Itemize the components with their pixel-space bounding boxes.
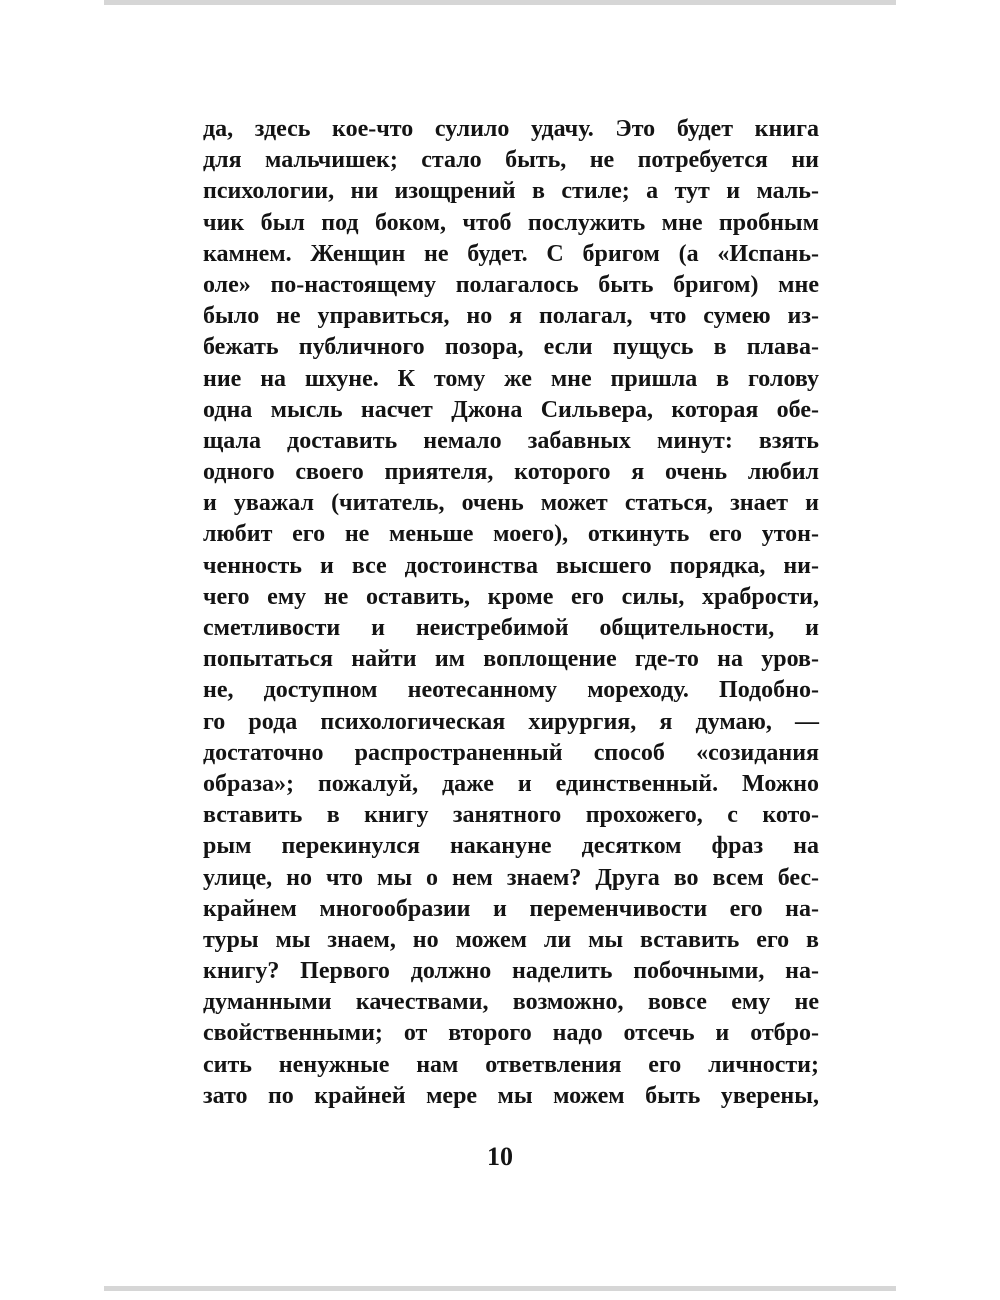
text-line: камнем. Женщин не будет. С бригом (а «Испань- — [203, 240, 819, 267]
text-line: го рода психологическая хирургия, я думаю, — — [203, 708, 819, 735]
text-line: одна мысль насчет Джона Сильвера, которая обе- — [203, 396, 819, 423]
text-line: сить ненужные нам ответвления его личности; — [203, 1051, 819, 1078]
text-line: не, доступном неотесанному мореходу. Подобно- — [203, 677, 819, 704]
text-line: ченность и все достоинства высшего порядка, ни- — [203, 552, 819, 579]
text-line: для мальчишек; стало быть, не потребуется ни — [203, 147, 819, 174]
text-line: ние на шхуне. К тому же мне пришла в голову — [203, 365, 819, 392]
page-number: 10 — [487, 1142, 513, 1171]
bottom-divider — [104, 1286, 896, 1291]
text-line: психологии, ни изощрений в стиле; а тут и маль- — [203, 178, 819, 205]
text-line: думанными качествами, возможно, вовсе ему не — [203, 989, 819, 1016]
text-line: книгу? Первого должно наделить побочными, на- — [203, 958, 819, 985]
text-line: достаточно распространенный способ «созидания — [203, 739, 819, 766]
text-line: свойственными; от второго надо отсечь и отбро- — [203, 1020, 819, 1047]
text-line: образа»; пожалуй, даже и единственный. Можно — [203, 770, 819, 797]
text-line: сметливости и неистребимой общительности, и — [203, 615, 819, 641]
top-divider — [104, 0, 896, 5]
text-line: туры мы знаем, но можем ли мы вставить его в — [203, 926, 819, 953]
text-line: крайнем многообразии и переменчивости его на- — [203, 895, 819, 922]
text-line: было не управиться, но я полагал, что сумею из- — [203, 303, 819, 330]
text-line: рым перекинулся накануне десятком фраз на — [203, 833, 819, 860]
text-line: чего ему не оставить, кроме его силы, храбрости, — [203, 583, 819, 610]
text-line: улице, но что мы о нем знаем? Друга во всем бес- — [203, 864, 819, 891]
text-line: и уважал (читатель, очень может статься, знает и — [203, 490, 819, 517]
text-line: зато по крайней мере мы можем быть уверены, — [203, 1082, 819, 1109]
body-text — [203, 114, 819, 1112]
text-line: любит его не меньше моего), откинуть его утон- — [203, 521, 819, 548]
text-line: чик был под боком, чтоб послужить мне пробным — [203, 209, 819, 236]
text-line: одного своего приятеля, которого я очень любил — [203, 459, 819, 486]
text-line: оле» по-настоящему полагалось быть бригом) мне — [203, 271, 819, 298]
text-line: попытаться найти им воплощение где-то на уров- — [203, 646, 819, 673]
text-line: бежать публичного позора, если пущусь в плава- — [203, 334, 819, 361]
text-line: вставить в книгу занятного прохожего, с кото- — [203, 802, 819, 829]
text-line: да, здесь кое-что сулило удачу. Это будет книга — [203, 116, 819, 142]
text-line: щала доставить немало забавных минут: взять — [203, 427, 819, 454]
